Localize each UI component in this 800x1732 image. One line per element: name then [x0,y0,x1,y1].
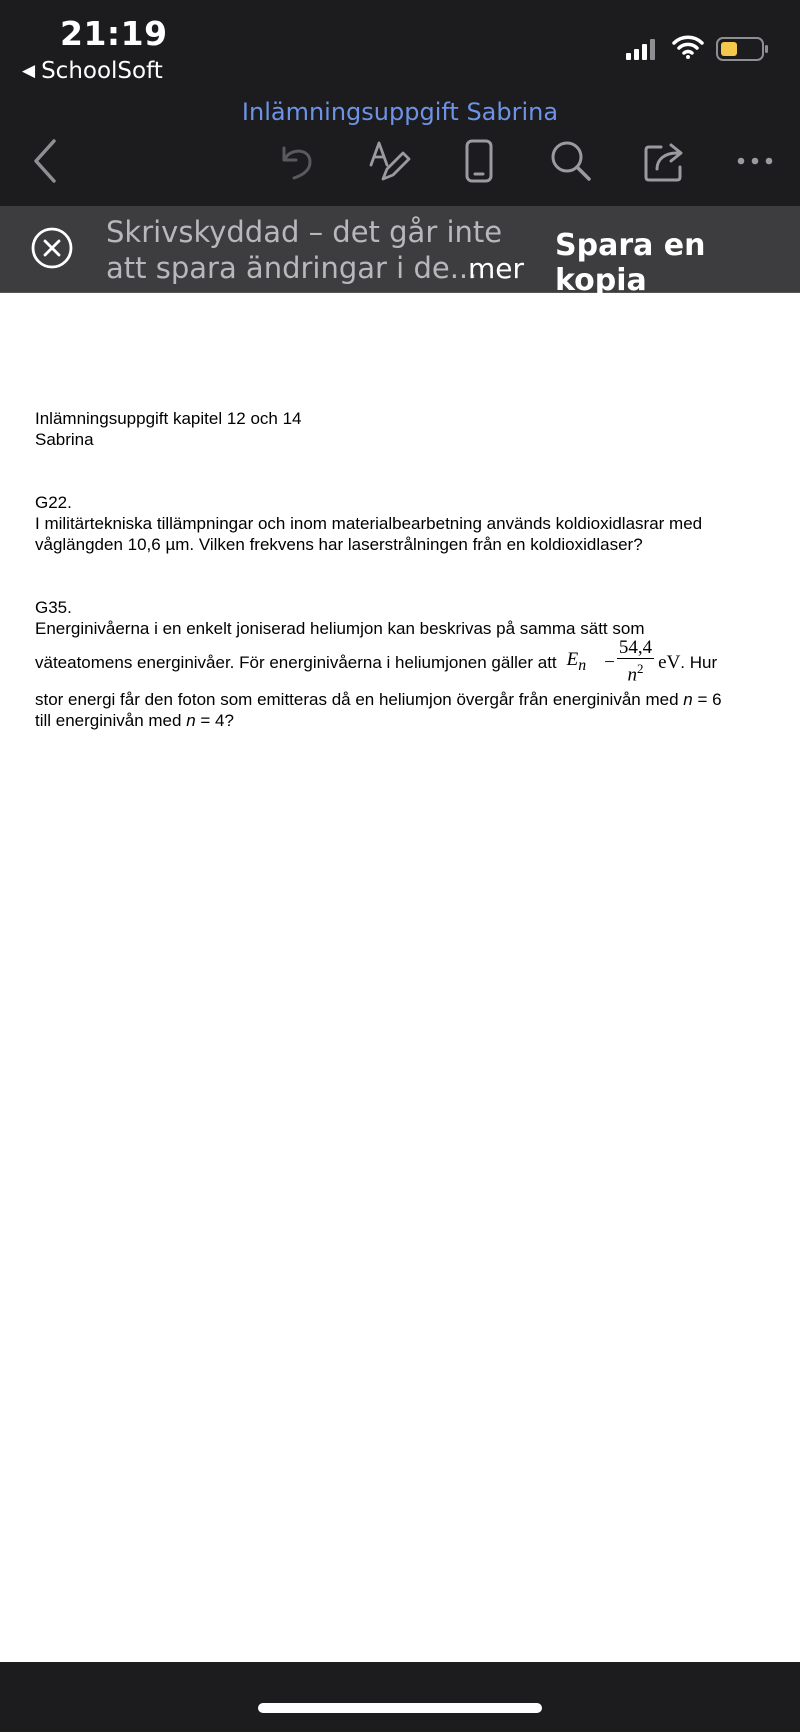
more-options-button[interactable] [730,136,780,186]
close-banner-icon[interactable] [30,226,74,270]
wifi-icon [672,34,704,60]
banner-message [106,214,502,286]
home-indicator[interactable] [258,1703,542,1713]
formula-numerator: 54,4 [618,637,653,659]
doc-heading-line2: Sabrina [35,430,94,449]
back-chevron-icon [30,138,60,184]
question-g22-line1: I militärtekniska tillämpningar och inom materialbearbetning används koldioxidlasrar med [35,514,703,533]
back-button[interactable] [20,136,70,186]
question-g35-line3: stor energi får den foton som emitteras då en heliumjon övergår från energinivån med n = 6 [35,690,722,709]
document-title: Inlämningsuppgift Sabrina [241,98,559,126]
formula-unit: eV [658,651,681,673]
mobile-view-icon [464,138,494,184]
formula-denominator: $n^2$ [627,661,644,686]
question-g35-line1: Energinivåerna i en enkelt joniserad heliumjon kan beskrivas på samma sätt som [35,619,645,638]
question-g35-label: G35. [35,598,72,617]
bottom-bar [0,1662,800,1732]
banner-message-line2: att spara ändringar i de... [106,251,478,285]
status-time: 21:19 [60,14,168,53]
undo-icon [276,140,318,182]
back-triangle-icon: ◀ [22,61,36,81]
mobile-view-button[interactable] [454,136,504,186]
document-content [35,408,775,731]
undo-button[interactable] [272,136,322,186]
banner-more-link[interactable]: mer [468,252,525,285]
formula-fraction [617,638,654,685]
search-button[interactable] [546,136,596,186]
question-g22-line2: våglängden 10,6 µm. Vilken frekvens har laserstrålningen från en koldioxidlaser? [35,535,643,554]
save-copy-button[interactable]: Spara en kopia [555,228,706,298]
battery-icon [716,36,772,62]
more-icon [735,155,775,167]
share-button[interactable] [640,136,690,186]
share-icon [643,139,687,183]
doc-heading-line1: Inlämningsuppgift kapitel 12 och 14 [35,409,302,428]
question-g35-formula-line [35,635,775,689]
cellular-signal-icon [626,38,660,60]
draw-pen-icon [367,139,411,183]
back-to-app-link[interactable] [22,58,163,84]
question-g22-label: G22. [35,493,72,512]
formula-minus: − [604,651,615,673]
draw-button[interactable] [364,136,414,186]
question-g35-line2-text: väteatomens energinivåer. För energinivåerna i heliumjonen gäller att [35,652,557,672]
search-icon [549,139,593,183]
back-app-label: SchoolSoft [41,58,163,84]
question-g35-line2-end: . Hur [680,652,718,672]
banner-message-line1: Skrivskyddad – det går inte [106,215,503,249]
formula-energy-symbol: $E_n$ [566,648,587,674]
question-g35-line4: till energinivån med n = 4? [35,711,234,730]
